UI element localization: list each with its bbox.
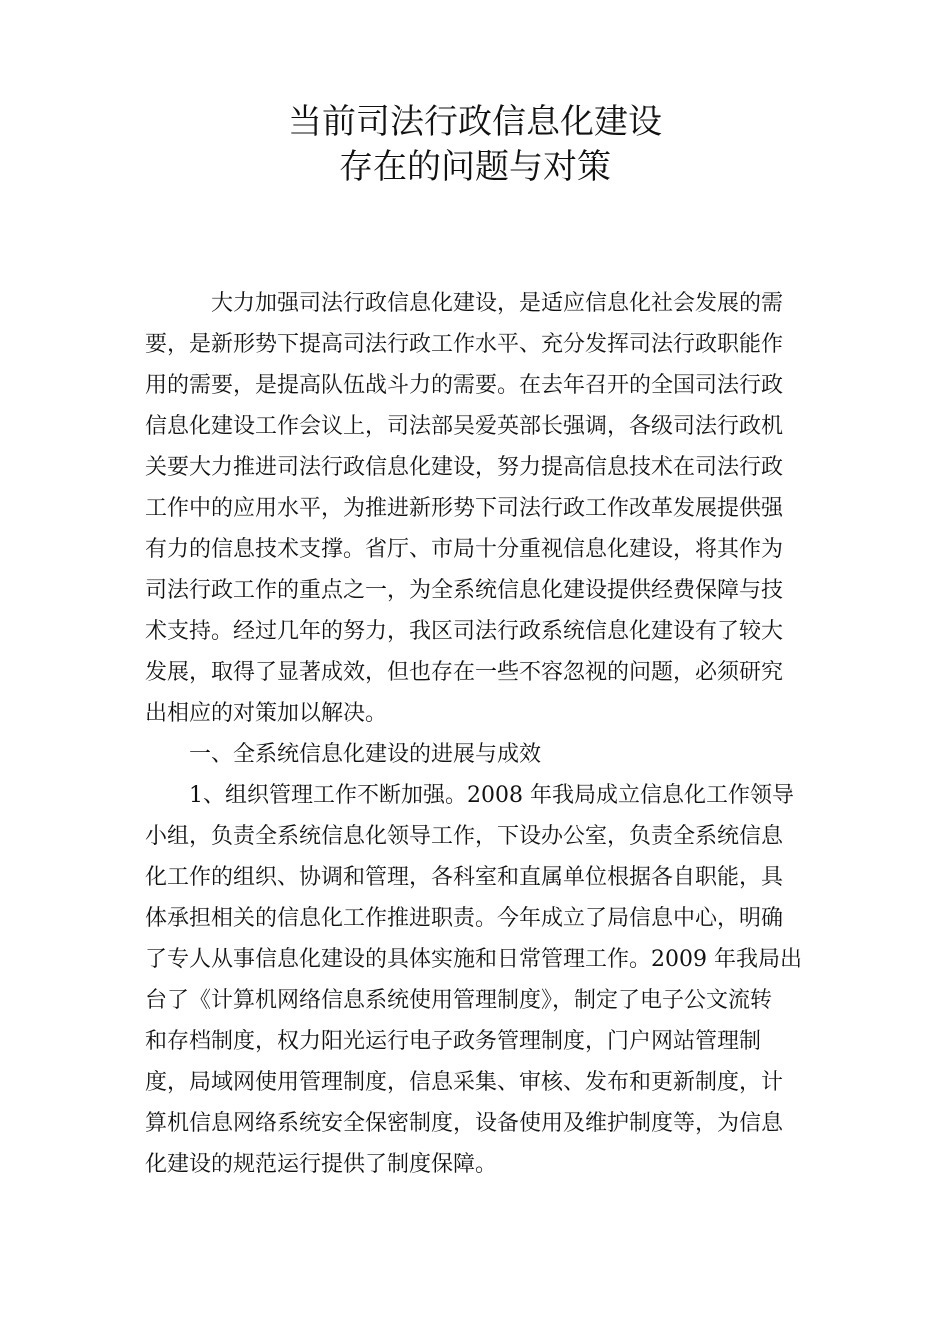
body-line: 了专人从事信息化建设的具体实施和日常管理工作。2009 年我局出 [145,947,802,972]
document-title-line1: 当前司法行政信息化建设 [288,102,662,142]
body-line: 算机信息网络系统安全保密制度，设备使用及维护制度等，为信息 [145,1111,784,1136]
body-line: 台了《计算机网络信息系统使用管理制度》，制定了电子公文流转 [145,988,773,1013]
body-line: 发展，取得了显著成效，但也存在一些不容忽视的问题，必须研究 [145,660,784,685]
body-line: 和存档制度，权力阳光运行电子政务管理制度，门户网站管理制 [145,1029,762,1054]
body-line: 大力加强司法行政信息化建设，是适应信息化社会发展的需 [211,291,784,316]
body-line: 小组，负责全系统信息化领导工作，下设办公室，负责全系统信息 [145,824,784,849]
body-line: 化建设的规范运行提供了制度保障。 [145,1152,498,1177]
body-line: 化工作的组织、协调和管理，各科室和直属单位根据各自职能，具 [145,865,784,890]
body-line: 体承担相关的信息化工作推进职责。今年成立了局信息中心，明确 [145,906,784,931]
body-line: 关要大力推进司法行政信息化建设，努力提高信息技术在司法行政 [145,455,784,480]
section-heading: 一、全系统信息化建设的进展与成效 [189,742,542,767]
document-body [145,283,815,1185]
body-line: 出相应的对策加以解决。 [145,701,388,726]
body-line: 工作中的应用水平，为推进新形势下司法行政工作改革发展提供强 [145,496,784,521]
body-line: 术支持。经过几年的努力，我区司法行政系统信息化建设有了较大 [145,619,784,644]
body-line: 要，是新形势下提高司法行政工作水平、充分发挥司法行政职能作 [145,332,784,357]
body-line: 度，局域网使用管理制度，信息采集、审核、发布和更新制度，计 [145,1070,784,1095]
body-line: 信息化建设工作会议上，司法部吴爱英部长强调，各级司法行政机 [145,414,784,439]
body-line: 1、组织管理工作不断加强。2008 年我局成立信息化工作领导 [189,783,794,808]
body-line: 有力的信息技术支撑。省厅、市局十分重视信息化建设，将其作为 [145,537,784,562]
body-line: 用的需要，是提高队伍战斗力的需要。在去年召开的全国司法行政 [145,373,784,398]
document-title-line2: 存在的问题与对策 [339,147,611,187]
body-line: 司法行政工作的重点之一，为全系统信息化建设提供经费保障与技 [145,578,784,603]
